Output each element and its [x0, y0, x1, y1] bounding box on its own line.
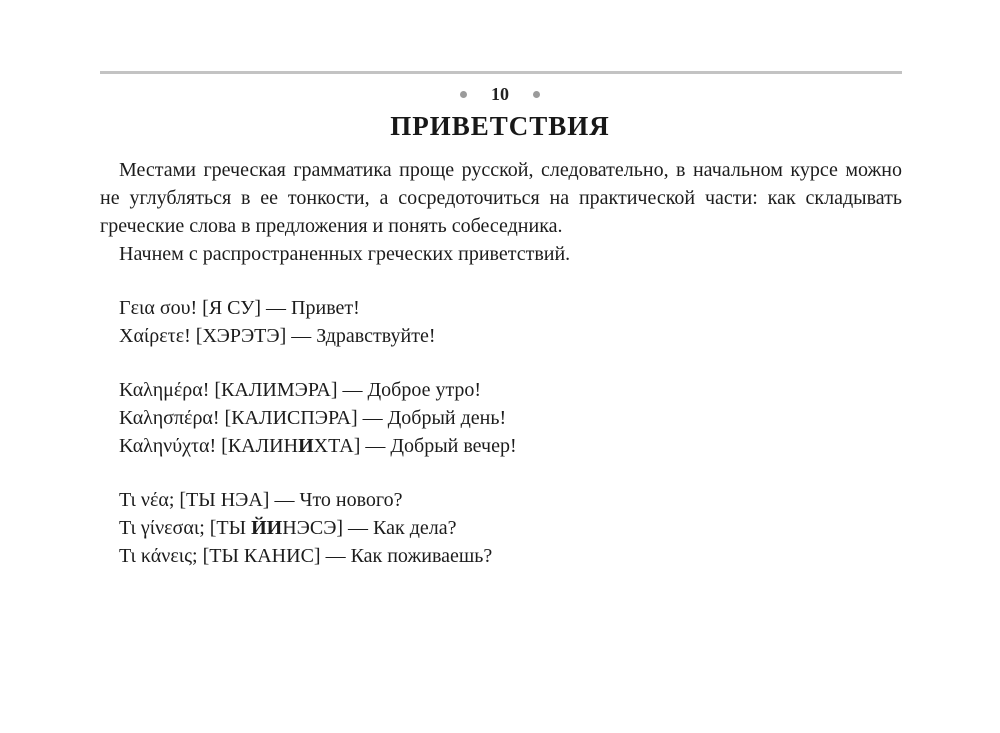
body-paragraph: Начнем с распространенных греческих приветствий. [119, 243, 571, 265]
phrase-segment: ХТА] — Добрый вечер! [313, 435, 517, 457]
phrase-segment: ЙИ [251, 517, 283, 539]
phrase-line [100, 432, 902, 460]
body-paragraph: Местами греческая грамматика проще русской, следовательно, в начальном курсе можно не углубляться в ее тонкости, а сосредоточиться на практической части: как складывать греческие слова в предложения и понять собеседника. [100, 159, 902, 237]
phrase-segment: НЭСЭ] — Как дела? [282, 517, 457, 539]
phrase-line [100, 486, 902, 514]
phrase-segment: Γεια σου! [Я СУ] — Привет! [119, 297, 360, 319]
phrase-segment: И [298, 435, 314, 457]
phrase-segment: Χαίρετε! [ХЭРЭТЭ] — Здравствуйте! [119, 325, 436, 347]
page-title: ПРИВЕТСТВИЯ [390, 111, 610, 141]
ornament-dot-left-icon [460, 91, 467, 98]
phrase-segment: Τι κάνεις; [ТЫ КАНИС] — Как поживаешь? [119, 545, 493, 567]
phrase-line [100, 514, 902, 542]
phrase-line [100, 322, 902, 350]
header-rule [100, 71, 902, 74]
phrase-line [100, 294, 902, 322]
phrase-line [100, 404, 902, 432]
phrase-group-questions [100, 486, 902, 570]
phrase-group-greetings [100, 294, 902, 350]
phrase-line [100, 542, 902, 570]
phrase-segment: Καληνύχτα! [КАЛИН [119, 435, 299, 457]
page-number: 10 [491, 84, 509, 104]
phrase-group-day-greetings [100, 376, 902, 460]
page-content [100, 156, 902, 570]
page-number-row [0, 83, 1000, 105]
phrase-segment: Τι νέα; [ТЫ НЭА] — Что нового? [119, 489, 403, 511]
phrase-line [100, 376, 902, 404]
phrase-segment: Καλησπέρα! [КАЛИСПЭРА] — Добрый день! [119, 407, 507, 429]
phrase-segment: Καλημέρα! [КАЛИМЭРА] — Доброе утро! [119, 379, 482, 401]
phrase-segment: Τι γίνεσαι; [ТЫ [119, 517, 252, 539]
ornament-dot-right-icon [533, 91, 540, 98]
